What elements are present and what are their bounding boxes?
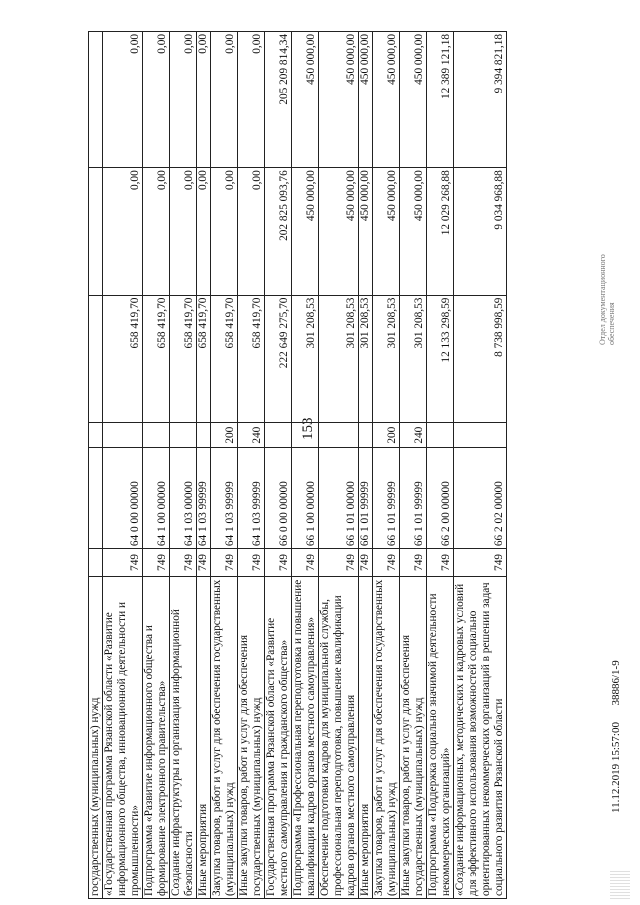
cell-expense-type xyxy=(359,422,373,447)
cell-expense-type xyxy=(103,422,143,447)
cell-target-article: 64 1 00 00000 xyxy=(143,448,170,549)
cell-amount-year-3: 450 000,00 xyxy=(373,32,400,168)
cell-amount-year-2: 12 029 268,88 xyxy=(427,168,454,295)
footer-code: 38886/1-9 xyxy=(610,660,622,706)
cell-amount-year-3: 0,00 xyxy=(170,32,197,168)
cell-target-article: 66 2 02 00000 xyxy=(454,448,507,549)
cell-ministry-code xyxy=(89,549,103,577)
cell-amount-year-1: 658 419,70 xyxy=(170,295,197,422)
cell-name: Иные закупки товаров, работ и услуг для обеспечения государственных (муниципальных) нужд xyxy=(400,576,427,898)
cell-amount-year-3 xyxy=(89,32,103,168)
cell-target-article: 66 1 01 99999 xyxy=(359,448,373,549)
cell-amount-year-3: 0,00 xyxy=(238,32,265,168)
cell-target-article: 64 1 03 99999 xyxy=(197,448,211,549)
cell-expense-type xyxy=(170,422,197,447)
cell-name: Иные мероприятия xyxy=(197,576,211,898)
cell-amount-year-1: 222 649 275,70 xyxy=(265,295,292,422)
cell-expense-type xyxy=(319,422,359,447)
cell-name: Обеспечение подготовки кадров для муниципальной службы, профессиональная переподготовка, повышение квалификации кадров органов местного самоуправления xyxy=(319,576,359,898)
cell-amount-year-1: 301 208,53 xyxy=(400,295,427,422)
cell-ministry-code: 749 xyxy=(359,549,373,577)
cell-target-article xyxy=(89,448,103,549)
cell-ministry-code: 749 xyxy=(170,549,197,577)
cell-amount-year-3: 9 394 821,18 xyxy=(454,32,507,168)
cell-amount-year-2: 450 000,00 xyxy=(292,168,319,295)
cell-amount-year-1: 301 208,53 xyxy=(319,295,359,422)
cell-amount-year-2: 0,00 xyxy=(211,168,238,295)
cell-name: Закупка товаров, работ и услуг для обеспечения государственных (муниципальных) нужд xyxy=(373,576,400,898)
cell-amount-year-2: 0,00 xyxy=(170,168,197,295)
table-row xyxy=(292,32,319,899)
cell-amount-year-2: 202 825 093,76 xyxy=(265,168,292,295)
cell-amount-year-1: 658 419,70 xyxy=(238,295,265,422)
cell-amount-year-1: 658 419,70 xyxy=(143,295,170,422)
cell-name: Создание инфраструктуры и организация информационной безопасности xyxy=(170,576,197,898)
cell-ministry-code: 749 xyxy=(238,549,265,577)
cell-target-article: 66 1 01 00000 xyxy=(319,448,359,549)
table-row xyxy=(89,32,103,899)
cell-expense-type xyxy=(89,422,103,447)
cell-name: Иные закупки товаров, работ и услуг для обеспечения государственных (муниципальных) нужд xyxy=(238,576,265,898)
cell-ministry-code: 749 xyxy=(143,549,170,577)
cell-amount-year-3: 0,00 xyxy=(197,32,211,168)
cell-amount-year-1: 301 208,53 xyxy=(359,295,373,422)
cell-expense-type xyxy=(292,422,319,447)
cell-amount-year-1: 12 133 298,59 xyxy=(427,295,454,422)
cell-target-article: 66 0 00 00000 xyxy=(265,448,292,549)
cell-target-article: 64 1 03 00000 xyxy=(170,448,197,549)
cell-name: Государственная программа Рязанской области «Развитие местного самоуправления и гражданского общества» xyxy=(265,576,292,898)
cell-amount-year-2: 450 000,00 xyxy=(373,168,400,295)
cell-amount-year-3: 450 000,00 xyxy=(292,32,319,168)
department-stamp xyxy=(598,225,616,345)
table-row xyxy=(359,32,373,899)
table-row xyxy=(170,32,197,899)
cell-amount-year-3: 450 000,00 xyxy=(400,32,427,168)
cell-name: Закупка товаров, работ и услуг для обеспечения государственных (муниципальных) нужд xyxy=(211,576,238,898)
cell-expense-type: 200 xyxy=(211,422,238,447)
cell-amount-year-1: 658 419,70 xyxy=(197,295,211,422)
cell-expense-type: 240 xyxy=(238,422,265,447)
cell-name: «Государственная программа Рязанской области «Развитие информационного общества, инновационной деятельности и промышленности» xyxy=(103,576,143,898)
cell-amount-year-2: 450 000,00 xyxy=(359,168,373,295)
page-number: 153 xyxy=(300,417,316,440)
cell-name: Подпрограмма «Поддержка социально значимой деятельности некоммерческих организаций» xyxy=(427,576,454,898)
cell-ministry-code: 749 xyxy=(103,549,143,577)
table-row xyxy=(238,32,265,899)
cell-amount-year-2: 450 000,00 xyxy=(319,168,359,295)
cell-amount-year-2: 0,00 xyxy=(103,168,143,295)
cell-ministry-code: 749 xyxy=(292,549,319,577)
cell-target-article: 66 2 00 00000 xyxy=(427,448,454,549)
table-row xyxy=(319,32,359,899)
cell-name: Подпрограмма «Развитие информационного общества и формирование электронного правительства» xyxy=(143,576,170,898)
cell-target-article: 64 0 00 00000 xyxy=(103,448,143,549)
cell-name: Иные мероприятия xyxy=(359,576,373,898)
cell-target-article: 66 1 01 99999 xyxy=(373,448,400,549)
cell-target-article: 66 1 01 99999 xyxy=(400,448,427,549)
cell-amount-year-3: 0,00 xyxy=(103,32,143,168)
cell-ministry-code: 749 xyxy=(197,549,211,577)
cell-amount-year-1: 301 208,53 xyxy=(292,295,319,422)
cell-ministry-code: 749 xyxy=(373,549,400,577)
cell-amount-year-1: 658 419,70 xyxy=(211,295,238,422)
cell-ministry-code: 749 xyxy=(211,549,238,577)
cell-amount-year-2: 9 034 968,88 xyxy=(454,168,507,295)
cell-ministry-code: 749 xyxy=(454,549,507,577)
cell-expense-type xyxy=(265,422,292,447)
cell-expense-type: 240 xyxy=(400,422,427,447)
cell-amount-year-3: 450 000,00 xyxy=(359,32,373,168)
cell-ministry-code: 749 xyxy=(400,549,427,577)
table-row xyxy=(211,32,238,899)
table-body xyxy=(89,32,507,899)
footer-info xyxy=(610,660,622,813)
budget-table xyxy=(88,31,507,899)
cell-ministry-code: 749 xyxy=(265,549,292,577)
cell-amount-year-2: 450 000,00 xyxy=(400,168,427,295)
cell-expense-type xyxy=(427,422,454,447)
cell-expense-type xyxy=(197,422,211,447)
cell-target-article: 64 1 03 99999 xyxy=(211,448,238,549)
cell-amount-year-2 xyxy=(89,168,103,295)
footer-date: 11.12.2019 15:57:00 xyxy=(610,722,622,813)
table-row xyxy=(197,32,211,899)
cell-amount-year-2: 0,00 xyxy=(143,168,170,295)
cell-name: «Создание информационных, методических и кадровых условий для эффективного использования возможностей социально ориентированных некоммерческих организаций в решении задач социального развития Рязанской области xyxy=(454,576,507,898)
table-row xyxy=(400,32,427,899)
cell-name: Подпрограмма «Профессиональная переподготовка и повышение квалификации кадров органов местного самоуправления» xyxy=(292,576,319,898)
cell-amount-year-2: 0,00 xyxy=(238,168,265,295)
cell-target-article: 66 1 00 00000 xyxy=(292,448,319,549)
cell-ministry-code: 749 xyxy=(427,549,454,577)
table-row xyxy=(373,32,400,899)
cell-amount-year-1 xyxy=(89,295,103,422)
table-row xyxy=(265,32,292,899)
cell-amount-year-3: 205 209 814,34 xyxy=(265,32,292,168)
cell-amount-year-3: 450 000,00 xyxy=(319,32,359,168)
table-row xyxy=(427,32,454,899)
stamp-line-1: Отдел документационного xyxy=(598,254,607,345)
cell-amount-year-2: 0,00 xyxy=(197,168,211,295)
cell-amount-year-3: 12 389 121,18 xyxy=(427,32,454,168)
cell-amount-year-3: 0,00 xyxy=(211,32,238,168)
cell-amount-year-1: 8 738 998,59 xyxy=(454,295,507,422)
table-row xyxy=(103,32,143,899)
cell-ministry-code: 749 xyxy=(319,549,359,577)
cell-expense-type: 200 xyxy=(373,422,400,447)
cell-expense-type xyxy=(143,422,170,447)
cell-target-article: 64 1 03 99999 xyxy=(238,448,265,549)
cell-amount-year-1: 658 419,70 xyxy=(103,295,143,422)
table-row xyxy=(143,32,170,899)
cell-name: государственных (муниципальных) нужд xyxy=(89,576,103,898)
cell-amount-year-3: 0,00 xyxy=(143,32,170,168)
scan-mark xyxy=(610,869,630,899)
table-row xyxy=(454,32,507,899)
stamp-line-2: обеспечения xyxy=(607,302,616,345)
cell-expense-type xyxy=(454,422,507,447)
cell-amount-year-1: 301 208,53 xyxy=(373,295,400,422)
